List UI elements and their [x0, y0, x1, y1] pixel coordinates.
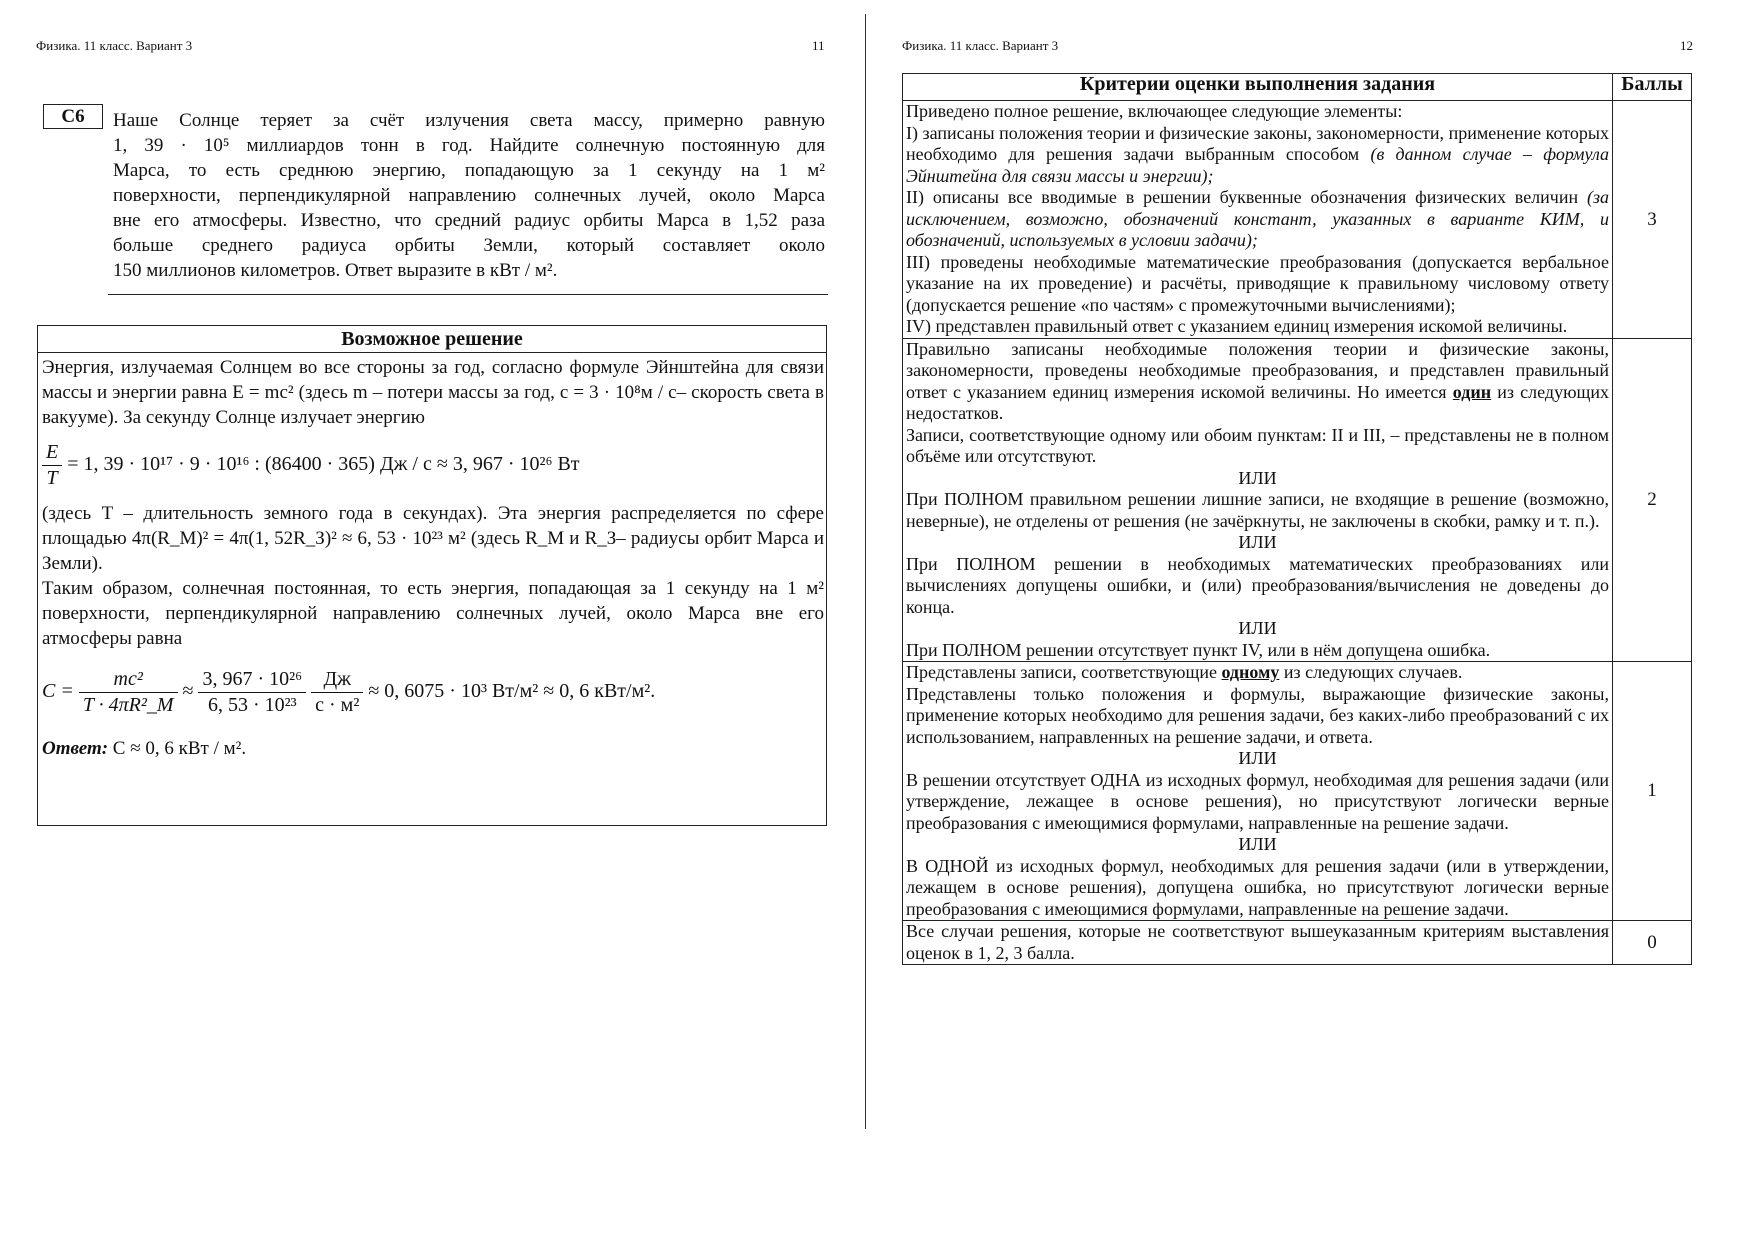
criteria-text: из следующих случаев. — [1283, 662, 1463, 682]
fraction-units — [311, 667, 363, 718]
table-row — [903, 921, 1692, 965]
left-page-number: 11 — [812, 38, 825, 53]
solution-paragraph: Таким образом, солнечная постоянная, то есть энергия, попадающая за 1 секунду на 1 м² поверхности, перпендикулярной направлению солнечных лучей, около Марса вне его атмосферы равна — [42, 578, 824, 649]
or-separator: ИЛИ — [1238, 618, 1277, 638]
task-line: поверхности, перпендикулярной направлению солнечных лучей, около Марса — [113, 185, 825, 206]
table-row — [903, 101, 1692, 339]
table-header-row — [903, 74, 1692, 101]
fraction-e-over-t — [42, 440, 62, 491]
table-row — [903, 338, 1692, 662]
criteria-text: В ОДНОЙ из исходных формул, необходимых для решения задачи (или в утверждении, лежащем в основе решения), допущена ошибка, но присутствуют логически верные преобразования с имеющимися формулами, направленные на решение задачи. — [906, 855, 1609, 919]
table-row — [903, 662, 1692, 921]
criteria-item — [906, 339, 1609, 425]
criteria-text: Правильно записаны необходимые положения теории и физические законы, закономерности, проведены необходимые преобразования, и представлен правильный ответ с указанием единиц измерения искомой величины. Но имеется — [906, 338, 1609, 402]
criteria-cell — [903, 338, 1613, 662]
fraction-denominator: 6, 53 · 10²³ — [207, 694, 297, 716]
task-line: 1, 39 · 10⁵ миллиардов тонн в год. Найдите солнечную постоянную для — [113, 135, 825, 156]
task-rule — [108, 294, 828, 295]
answer-label: Ответ: — [42, 738, 109, 759]
criteria-table — [902, 73, 1692, 965]
solution-paragraph: (здесь T – длительность земного года в секундах). Эта энергия распределяется по сфере площадью 4π(R_М)² = 4π(1, 52R_З)² ≈ 6, 53 · 10²³ м² (здесь R_М и R_З– радиусы орбит Марса и Земли). — [42, 503, 824, 574]
fraction-denominator: с · м² — [315, 694, 360, 716]
formula-prefix: C = — [42, 680, 74, 703]
solution-paragraph: Энергия, излучаемая Солнцем во все стороны за год, согласно формуле Эйнштейна для связи массы и энергии равна E = mc² (здесь m – потери массы за год, c = 3 · 10⁸м / с– скорость света в вакууме). За секунду Солнце излучает энергию — [42, 357, 824, 428]
criteria-text: Все случаи решения, которые не соответствуют вышеуказанным критериям выставления оценок в 1, 2, 3 балла. — [906, 921, 1609, 963]
fraction-denominator: T · 4πR²_М — [82, 694, 174, 716]
solution-body — [38, 353, 826, 761]
answer — [42, 736, 824, 761]
task-line: Марса, то есть среднюю энергию, попадающую за 1 секунду на 1 м² — [113, 160, 825, 181]
solution-box — [37, 325, 827, 826]
page-divider — [865, 14, 866, 1129]
formula-energy-per-second — [42, 440, 824, 491]
task-text — [113, 108, 825, 283]
fraction-numerator: Дж — [311, 667, 363, 693]
criteria-text: Записи, соответствующие одному или обоим пунктам: II и III, – представлены не в полном объёме или отсутствуют. — [906, 424, 1609, 466]
column-header-score: Баллы — [1613, 74, 1692, 101]
fraction-numerator: mc² — [79, 667, 178, 693]
right-header-title: Физика. 11 класс. Вариант 3 — [902, 38, 1059, 53]
criteria-item — [906, 187, 1609, 252]
formula-rhs: = 1, 39 · 10¹⁷ · 9 · 10¹⁶ : (86400 · 365) Дж / с ≈ 3, 967 · 10²⁶ Вт — [67, 453, 580, 476]
criteria-text: IV) представлен правильный ответ с указанием единиц измерения искомой величины. — [906, 316, 1568, 336]
formula-tail: ≈ 0, 6075 · 10³ Вт/м² ≈ 0, 6 кВт/м². — [368, 680, 656, 703]
criteria-text: III) проведены необходимые математические преобразования (допускается вербальное указание на их проведение) и расчёты, приводящие к правильному числовому ответу (допускается решение «по частям» с промежуточными вычислениями); — [906, 251, 1609, 315]
approx-sign: ≈ — [182, 680, 194, 703]
fraction-values — [198, 667, 306, 718]
or-separator: ИЛИ — [1238, 834, 1277, 854]
score-cell: 2 — [1613, 338, 1692, 662]
fraction-numerator: E — [42, 440, 62, 466]
criteria-text: При ПОЛНОМ решении отсутствует пункт IV, или в нём допущена ошибка. — [906, 639, 1491, 660]
criteria-emphasis: одному — [1221, 662, 1280, 682]
score-cell: 1 — [1613, 662, 1692, 921]
fraction-denominator: T — [46, 467, 58, 489]
criteria-text: II) описаны все вводимые в решении буквенные обозначения физических величин — [906, 187, 1579, 207]
score-cell: 3 — [1613, 101, 1692, 339]
left-header-title: Физика. 11 класс. Вариант 3 — [36, 38, 193, 53]
solution-title: Возможное решение — [38, 326, 826, 353]
criteria-text: Представлены только положения и формулы, выражающие физические законы, применение которых необходимо для решения задачи, без каких-либо преобразований с их использованием, направленных на решение задачи, и ответа. — [906, 683, 1609, 747]
task-label: C6 — [43, 104, 103, 129]
criteria-text: из следующих недостатков. — [906, 381, 1610, 423]
criteria-cell — [903, 101, 1613, 339]
criteria-note: (за исключением, возможно, обозначений констант, указанных в варианте КИМ, и обозначений, используемых в условии задачи); — [906, 187, 1609, 250]
fraction-numerator: 3, 967 · 10²⁶ — [198, 667, 306, 693]
right-page-number: 12 — [1680, 38, 1693, 53]
criteria-text: При ПОЛНОМ правильном решении лишние записи, не входящие в решение (возможно, неверные), не отделены от решения (не зачёркнуты, не заключены в скобки, рамку и т. п.). — [906, 489, 1609, 531]
criteria-cell — [903, 662, 1613, 921]
task-line: вне его атмосферы. Известно, что средний радиус орбиты Марса в 1,52 раза — [113, 210, 825, 231]
formula-solar-constant — [42, 667, 824, 718]
task-line: Наше Солнце теряет за счёт излучения света массу, примерно равную — [113, 110, 825, 131]
task-line: больше среднего радиуса орбиты Земли, который составляет около — [113, 235, 825, 256]
or-separator: ИЛИ — [1238, 467, 1277, 488]
criteria-text: В решении отсутствует ОДНА из исходных формул, необходимая для решения задачи (или утверждение, лежащее в основе решения), но присутствуют логически верные преобразования с имеющимися формулами, направленные на решение задачи. — [906, 769, 1609, 833]
criteria-note: (в данном случае – формула Эйнштейна для связи массы и энергии); — [906, 144, 1610, 186]
criteria-emphasis: один — [1452, 381, 1492, 402]
criteria-text: I) записаны положения теории и физические законы, закономерности, применение которых необходимо для решения задачи выбранным способом — [906, 122, 1609, 164]
or-separator: ИЛИ — [1238, 532, 1277, 552]
column-header-criteria: Критерии оценки выполнения задания — [903, 74, 1613, 101]
task-line: 150 миллионов километров. Ответ выразите в кВт / м². — [113, 260, 558, 281]
answer-value: C ≈ 0, 6 кВт / м². — [112, 738, 247, 759]
fraction-mc2 — [79, 667, 178, 718]
criteria-cell — [903, 921, 1613, 965]
criteria-item — [906, 123, 1609, 188]
criteria-text: При ПОЛНОМ решении в необходимых математических преобразованиях или вычислениях допущены ошибки, и (или) преобразования/вычисления не доведены до конца. — [906, 553, 1609, 617]
criteria-item — [906, 662, 1609, 684]
criteria-text: Представлены записи, соответствующие — [906, 662, 1217, 682]
criteria-text: Приведено полное решение, включающее следующие элементы: — [906, 101, 1403, 121]
score-cell: 0 — [1613, 921, 1692, 965]
or-separator: ИЛИ — [1238, 748, 1277, 768]
